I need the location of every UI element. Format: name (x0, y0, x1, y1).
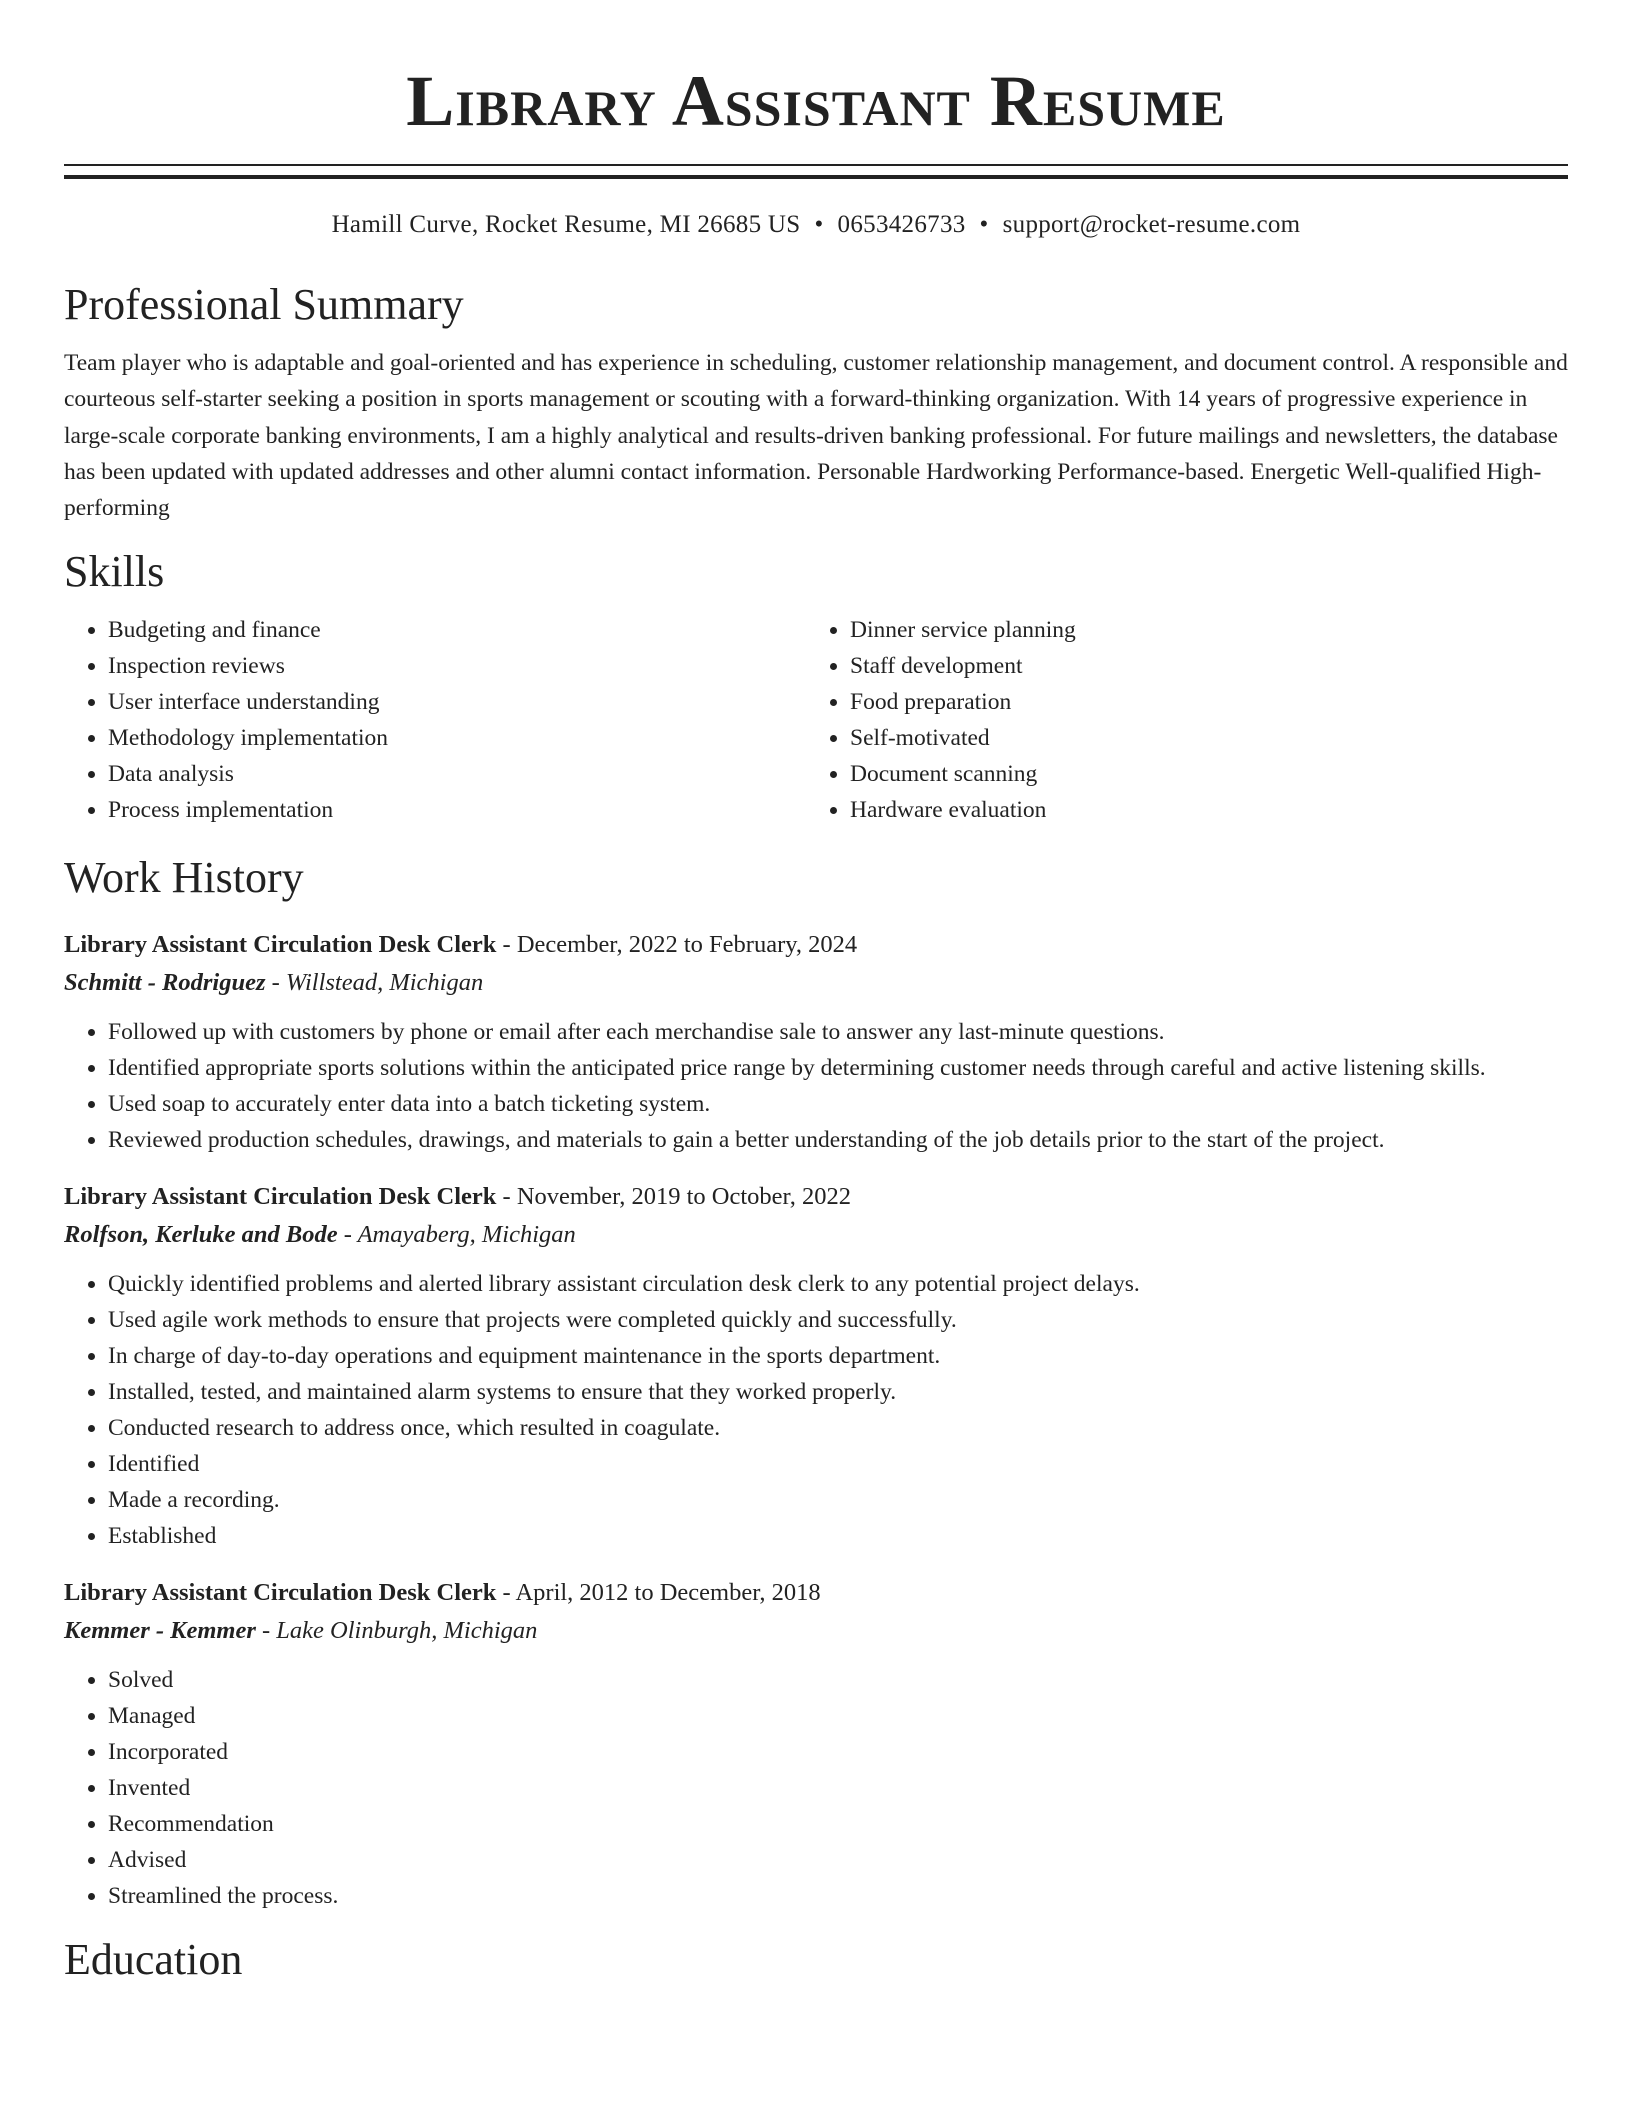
skill-item: • Document scanning (850, 756, 1548, 792)
job-dates: - November, 2019 to October, 2022 (496, 1183, 851, 1211)
job-bullet: • Incorporated (108, 1734, 1568, 1770)
job-header (64, 1574, 1568, 1612)
summary-heading: Professional Summary (64, 280, 464, 329)
job-bullet: • Conducted research to address once, which resulted in coagulate. (108, 1410, 1568, 1446)
job-bullets (64, 1014, 1568, 1158)
job-bullet: • Established (108, 1518, 1568, 1554)
job-bullet: • Managed (108, 1698, 1568, 1734)
job-entry (64, 926, 1568, 1158)
contact-email: support@rocket-resume.com (1002, 211, 1301, 238)
job-bullets (64, 1266, 1568, 1554)
work-history-heading: Work History (64, 853, 304, 903)
job-bullet: • Made a recording. (108, 1482, 1568, 1518)
job-header (64, 1178, 1568, 1216)
skill-item: • Inspection reviews (108, 648, 806, 684)
job-dates: - December, 2022 to February, 2024 (496, 931, 858, 959)
job-title: Library Assistant Circulation Desk Clerk (64, 931, 497, 959)
skill-item: • User interface understanding (108, 684, 806, 720)
skills-column-right (806, 612, 1548, 828)
job-bullet: • In charge of day-to-day operations and equipment maintenance in the sports department. (108, 1338, 1568, 1374)
job-bullet: • Used soap to accurately enter data into a batch ticketing system. (108, 1086, 1568, 1122)
skills-grid (64, 612, 1568, 828)
company-location: - Amayaberg, Michigan (337, 1221, 576, 1249)
job-bullet: • Advised (108, 1842, 1568, 1878)
skill-item: • Food preparation (850, 684, 1548, 720)
skill-item: • Hardware evaluation (850, 792, 1548, 828)
job-title: Library Assistant Circulation Desk Clerk (64, 1579, 497, 1607)
skill-item: • Process implementation (108, 792, 806, 828)
job-bullet: • Streamlined the process. (108, 1878, 1568, 1914)
job-title: Library Assistant Circulation Desk Clerk (64, 1183, 497, 1211)
company-name: Rolfson, Kerluke and Bode (64, 1221, 338, 1249)
skill-item: • Staff development (850, 648, 1548, 684)
job-entry (64, 1574, 1568, 1914)
company-name: Schmitt - Rodriguez (64, 969, 266, 997)
job-bullet: • Solved (108, 1662, 1568, 1698)
job-bullets (64, 1662, 1568, 1914)
job-entry (64, 1178, 1568, 1554)
job-company-line (64, 964, 1568, 1002)
job-bullet: • Invented (108, 1770, 1568, 1806)
summary-text: Team player who is adaptable and goal-oriented and has experience in scheduling, customer relationship management, and document control. A responsible and courteous self-starter seeking a position in sports management or scouting with a forward-thinking organization. With 14 years of progressive experience in large-scale corporate banking environments, I am a highly analytical and results-driven banking professional. For future mailings and newsletters, the database has been updated with updated addresses and other alumni contact information. Personable Hardworking Performance-based. Energetic Well-qualified High-performing (64, 350, 1568, 522)
skills-heading: Skills (64, 547, 165, 597)
contact-phone: 0653426733 (837, 211, 966, 238)
job-header (64, 926, 1568, 964)
resume-title: Library Assistant Resume (406, 61, 1226, 141)
job-bullet: • Quickly identified problems and alerted library assistant circulation desk clerk to any potential project delays. (108, 1266, 1568, 1302)
skill-item: • Dinner service planning (850, 612, 1548, 648)
job-dates: - April, 2012 to December, 2018 (496, 1579, 821, 1607)
job-company-line (64, 1612, 1568, 1650)
contact-separator: • (979, 211, 989, 238)
contact-separator: • (814, 211, 824, 238)
company-name: Kemmer - Kemmer (64, 1617, 256, 1645)
job-bullet: • Installed, tested, and maintained alarm systems to ensure that they worked properly. (108, 1374, 1568, 1410)
education-heading: Education (64, 1935, 243, 1985)
job-bullet: • Recommendation (108, 1806, 1568, 1842)
skill-item: • Self-motivated (850, 720, 1548, 756)
job-bullet: • Used agile work methods to ensure that projects were completed quickly and successfully. (108, 1302, 1568, 1338)
contact-line (64, 209, 1568, 241)
skill-item: • Budgeting and finance (108, 612, 806, 648)
skill-item: • Methodology implementation (108, 720, 806, 756)
job-bullet: • Identified (108, 1446, 1568, 1482)
contact-address: Hamill Curve, Rocket Resume, MI 26685 US (331, 211, 801, 238)
company-location: - Willstead, Michigan (265, 969, 484, 997)
job-company-line (64, 1216, 1568, 1254)
job-bullet: • Identified appropriate sports solutions within the anticipated price range by determining customer needs through careful and active listening skills. (108, 1050, 1568, 1086)
company-location: - Lake Olinburgh, Michigan (255, 1617, 538, 1645)
skill-item: • Data analysis (108, 756, 806, 792)
job-bullet: • Followed up with customers by phone or email after each merchandise sale to answer any last-minute questions. (108, 1014, 1568, 1050)
title-divider (64, 164, 1568, 179)
skills-column-left (64, 612, 806, 828)
job-bullet: • Reviewed production schedules, drawings, and materials to gain a better understanding of the job details prior to the start of the project. (108, 1122, 1568, 1158)
